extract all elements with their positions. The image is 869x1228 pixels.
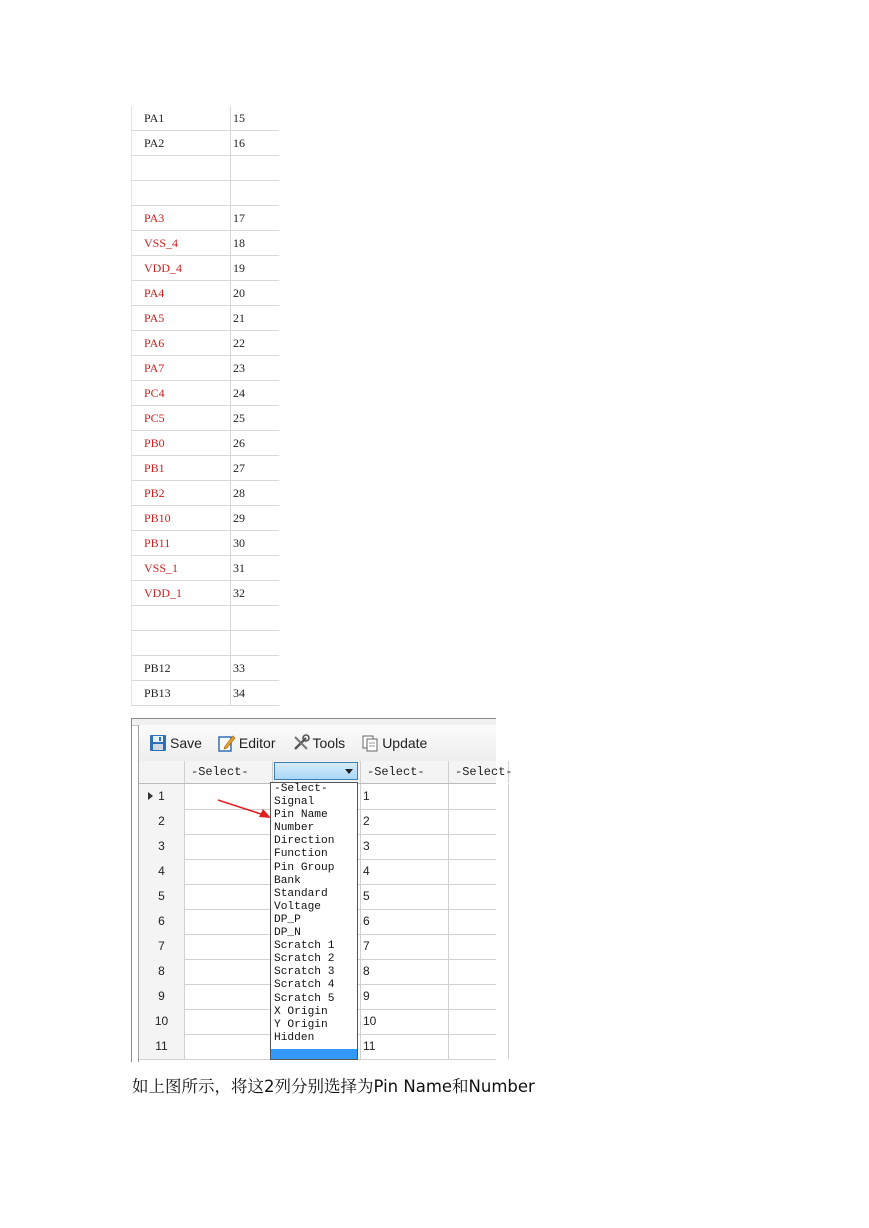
- pin-table-row: [132, 131, 280, 156]
- grid-cell-col1[interactable]: [185, 859, 273, 884]
- pin-table-row: [132, 281, 280, 306]
- pin-name-cell: VSS_4: [132, 231, 231, 256]
- pin-number-cell: [231, 606, 280, 631]
- grid-cell-col3[interactable]: 11: [361, 1034, 449, 1059]
- pin-number-text: 19: [233, 260, 245, 275]
- column-1-select[interactable]: -Select-: [185, 761, 273, 783]
- column-4-select[interactable]: -Select-: [449, 761, 509, 783]
- grid-cell-col3[interactable]: 2: [361, 809, 449, 834]
- pin-number-cell: [231, 356, 280, 381]
- grid-cell-col1[interactable]: [185, 884, 273, 909]
- dropdown-highlight-bar: [271, 1049, 357, 1059]
- grid-cell-col1[interactable]: [185, 909, 273, 934]
- pin-table-row: [132, 431, 280, 456]
- pin-name-cell: [132, 181, 231, 206]
- pin-number-cell: [231, 531, 280, 556]
- pin-table-row: [132, 456, 280, 481]
- pin-name-cell: PB12: [132, 656, 231, 681]
- chevron-down-icon[interactable]: [345, 769, 353, 774]
- pin-table-body: [132, 106, 280, 706]
- row-index-cell[interactable]: [139, 1009, 185, 1034]
- floppy-disk-icon: [149, 734, 167, 752]
- dropdown-options: [271, 783, 357, 1045]
- row-index-text: 3: [158, 839, 165, 853]
- column-3-select[interactable]: -Select-: [361, 761, 449, 783]
- pin-number-text: 33: [233, 660, 245, 675]
- tools-button[interactable]: [292, 734, 346, 752]
- row-index-cell[interactable]: [139, 884, 185, 909]
- row-index-text: 7: [158, 939, 165, 953]
- pin-number-text: 28: [233, 485, 245, 500]
- edit-pencil-icon: [218, 734, 236, 752]
- pin-number-cell: [231, 381, 280, 406]
- toolbar: [138, 725, 496, 762]
- pin-table-row: [132, 356, 280, 381]
- dropdown-option[interactable]: Function: [274, 848, 328, 861]
- pin-name-cell: PB11: [132, 531, 231, 556]
- row-index-text: 11: [155, 1039, 168, 1053]
- row-index-cell[interactable]: [139, 1034, 185, 1059]
- column-2-combobox[interactable]: [274, 762, 358, 780]
- update-button[interactable]: [361, 734, 427, 752]
- pin-name-cell: PC5: [132, 406, 231, 431]
- column-type-dropdown-list[interactable]: [270, 782, 358, 1060]
- grid-cell-col3[interactable]: 3: [361, 834, 449, 859]
- pin-name-cell: PB1: [132, 456, 231, 481]
- grid-cell-col3[interactable]: 9: [361, 984, 449, 1009]
- pin-table-row: [132, 181, 280, 206]
- pin-table-row: [132, 656, 280, 681]
- dropdown-option[interactable]: Voltage: [274, 900, 321, 913]
- pin-name-cell: PA4: [132, 281, 231, 306]
- grid-cell-col3[interactable]: 7: [361, 934, 449, 959]
- pin-number-text: 25: [233, 410, 245, 425]
- pin-table-row: [132, 106, 280, 131]
- pin-number-cell: [231, 106, 280, 131]
- grid-cell-col3[interactable]: 4: [361, 859, 449, 884]
- pin-number-text: 32: [233, 585, 245, 600]
- pin-number-cell: [231, 231, 280, 256]
- dropdown-option[interactable]: Hidden: [274, 1031, 315, 1044]
- pin-number-cell: [231, 581, 280, 606]
- pin-number-text: 30: [233, 535, 245, 550]
- pin-table-row: [132, 231, 280, 256]
- grid-cell-col4[interactable]: [449, 1009, 509, 1034]
- pin-number-cell: [231, 306, 280, 331]
- dropdown-option[interactable]: X Origin: [274, 1005, 328, 1018]
- grid-cell-col1[interactable]: [185, 934, 273, 959]
- row-index-text: 9: [158, 989, 165, 1003]
- save-label: Save: [170, 735, 202, 751]
- grid-cell-col3[interactable]: 5: [361, 884, 449, 909]
- row-index-text: 5: [158, 889, 165, 903]
- pin-name-cell: VDD_4: [132, 256, 231, 281]
- pin-name-cell: PA5: [132, 306, 231, 331]
- update-document-icon: [361, 734, 379, 752]
- pin-number-cell: [231, 256, 280, 281]
- dropdown-option[interactable]: Signal: [274, 796, 315, 809]
- pin-table-row: [132, 681, 280, 706]
- pin-name-cell: PC4: [132, 381, 231, 406]
- pin-table-row: [132, 531, 280, 556]
- pin-number-text: 17: [233, 210, 245, 225]
- grid-cell-col3[interactable]: 10: [361, 1009, 449, 1034]
- pin-number-text: 24: [233, 385, 245, 400]
- dropdown-option[interactable]: Bank: [274, 874, 301, 887]
- dropdown-option[interactable]: Standard: [274, 887, 328, 900]
- row-index-text: 1: [158, 789, 165, 803]
- pin-number-text: 21: [233, 310, 245, 325]
- row-index-cell[interactable]: [139, 934, 185, 959]
- pin-name-cell: [132, 631, 231, 656]
- dropdown-option[interactable]: Direction: [274, 835, 335, 848]
- dropdown-option[interactable]: Pin Name: [274, 809, 328, 822]
- row-header-corner: [139, 761, 185, 783]
- grid-cell-col4[interactable]: [449, 834, 509, 859]
- pin-number-text: 15: [233, 110, 245, 125]
- column-2-select[interactable]: [273, 761, 361, 783]
- grid-cell-col3[interactable]: 6: [361, 909, 449, 934]
- pin-table-row: [132, 406, 280, 431]
- pin-table-row: [132, 506, 280, 531]
- pin-name-cell: PB13: [132, 681, 231, 706]
- pin-number-text: 20: [233, 285, 245, 300]
- pin-table-row: [132, 256, 280, 281]
- pin-name-cell: PB0: [132, 431, 231, 456]
- pin-table-row: [132, 156, 280, 181]
- row-index-cell[interactable]: [139, 834, 185, 859]
- pin-name-cell: [132, 156, 231, 181]
- pin-number-cell: [231, 681, 280, 706]
- pin-number-text: 29: [233, 510, 245, 525]
- grid-cell-col3[interactable]: 1: [361, 784, 449, 809]
- pin-number-cell: [231, 281, 280, 306]
- pin-name-cell: PA2: [132, 131, 231, 156]
- pin-name-cell: PA1: [132, 106, 231, 131]
- row-index-text: 6: [158, 914, 165, 928]
- grid-cell-col1[interactable]: [185, 1009, 273, 1034]
- grid-cell-col1[interactable]: [185, 834, 273, 859]
- pin-number-text: 26: [233, 435, 245, 450]
- pin-number-cell: [231, 656, 280, 681]
- row-index-cell[interactable]: [139, 809, 185, 834]
- pin-number-text: 34: [233, 685, 245, 700]
- pin-table-row: [132, 381, 280, 406]
- editor-label: Editor: [238, 735, 276, 751]
- editor-button[interactable]: [218, 734, 276, 752]
- pin-table: [131, 106, 279, 706]
- dropdown-option[interactable]: Y Origin: [274, 1018, 328, 1031]
- red-arrow-annotation-icon: [214, 798, 274, 820]
- caption-text: 如上图所示，将这2列分别选择为Pin Name和Number: [132, 1077, 535, 1096]
- dropdown-option[interactable]: Scratch 3: [274, 966, 335, 979]
- dropdown-option[interactable]: Scratch 5: [274, 992, 335, 1005]
- dropdown-option[interactable]: Scratch 1: [274, 940, 335, 953]
- pin-name-cell: [132, 606, 231, 631]
- pin-table-row: [132, 606, 280, 631]
- grid-cell-col1[interactable]: [185, 984, 273, 1009]
- pin-table-row: [132, 306, 280, 331]
- pin-number-cell: [231, 506, 280, 531]
- grid-cell-col4[interactable]: [449, 1034, 509, 1059]
- row-index-text: 2: [158, 814, 165, 828]
- pin-number-cell: [231, 631, 280, 656]
- pin-name-cell: VSS_1: [132, 556, 231, 581]
- grid-cell-col4[interactable]: [449, 934, 509, 959]
- grid-cell-col1[interactable]: [185, 1034, 273, 1059]
- grid-header-row: [139, 761, 513, 784]
- grid-cell-col3[interactable]: 8: [361, 959, 449, 984]
- pin-number-cell: [231, 331, 280, 356]
- pin-name-cell: PB10: [132, 506, 231, 531]
- dropdown-option[interactable]: DP_N: [274, 927, 301, 940]
- pin-table-row: [132, 581, 280, 606]
- pin-name-cell: PA3: [132, 206, 231, 231]
- pin-name-cell: PB2: [132, 481, 231, 506]
- dropdown-option[interactable]: Pin Group: [274, 861, 335, 874]
- pin-number-text: 22: [233, 335, 245, 350]
- pin-table-row: [132, 556, 280, 581]
- dropdown-option[interactable]: Scratch 2: [274, 953, 335, 966]
- grid-cell-col4[interactable]: [449, 909, 509, 934]
- pin-table-row: [132, 481, 280, 506]
- row-index-cell[interactable]: [139, 909, 185, 934]
- row-index-cell[interactable]: [139, 984, 185, 1009]
- pin-number-cell: [231, 206, 280, 231]
- tools-label: Tools: [312, 735, 346, 751]
- pin-number-cell: [231, 131, 280, 156]
- row-index-text: 10: [154, 1014, 169, 1028]
- grid-cell-col4[interactable]: [449, 984, 509, 1009]
- pin-number-cell: [231, 556, 280, 581]
- pin-number-text: 31: [233, 560, 245, 575]
- pin-number-cell: [231, 431, 280, 456]
- save-button[interactable]: [149, 734, 202, 752]
- row-index-cell[interactable]: [139, 859, 185, 884]
- pin-number-cell: [231, 406, 280, 431]
- update-label: Update: [382, 735, 428, 751]
- grid-cell-col4[interactable]: [449, 884, 509, 909]
- pin-number-text: 23: [233, 360, 245, 375]
- dropdown-option[interactable]: Number: [274, 822, 315, 835]
- dropdown-option[interactable]: DP_P: [274, 913, 301, 926]
- row-index-cell[interactable]: [139, 959, 185, 984]
- pin-number-cell: [231, 481, 280, 506]
- pin-name-cell: PA6: [132, 331, 231, 356]
- grid-cell-col4[interactable]: [449, 809, 509, 834]
- row-index-text: 4: [158, 864, 165, 878]
- pin-table-row: [132, 331, 280, 356]
- pin-number-cell: [231, 156, 280, 181]
- pin-number-text: 16: [233, 135, 245, 150]
- grid-cell-col1[interactable]: [185, 959, 273, 984]
- tools-icon: [292, 734, 310, 752]
- dropdown-option[interactable]: -Select-: [274, 783, 328, 795]
- dropdown-option[interactable]: Scratch 4: [274, 979, 335, 992]
- pin-table-row: [132, 631, 280, 656]
- pin-number-text: 18: [233, 235, 245, 250]
- pin-name-cell: VDD_1: [132, 581, 231, 606]
- row-index-text: 8: [158, 964, 165, 978]
- grid-cell-col4[interactable]: [449, 959, 509, 984]
- pin-name-cell: PA7: [132, 356, 231, 381]
- pin-number-text: 27: [233, 460, 245, 475]
- grid-cell-col4[interactable]: [449, 859, 509, 884]
- pin-number-cell: [231, 456, 280, 481]
- pin-table-row: [132, 206, 280, 231]
- grid-cell-col4[interactable]: [449, 784, 509, 809]
- row-index-cell[interactable]: [139, 784, 185, 809]
- current-row-icon: [148, 792, 153, 800]
- pin-number-cell: [231, 181, 280, 206]
